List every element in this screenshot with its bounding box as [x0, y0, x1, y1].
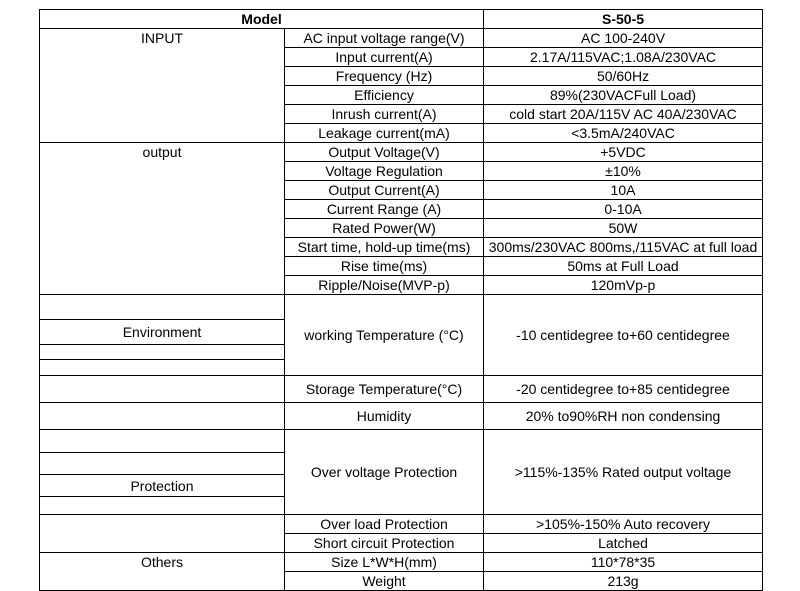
group-label-others: Others [40, 553, 285, 572]
param-cell: Short circuit Protection [285, 534, 484, 553]
group-spacer [40, 200, 285, 219]
value-cell: 10A [484, 181, 763, 200]
group-spacer [40, 105, 285, 124]
group-spacer [40, 515, 285, 534]
param-cell: Size L*W*H(mm) [285, 553, 484, 572]
table-row [40, 124, 763, 143]
value-cell: 89%(230VACFull Load) [484, 86, 763, 105]
value-cell: 50ms at Full Load [484, 257, 763, 276]
group-label-output: output [40, 143, 285, 162]
value-cell: 2.17A/115VAC;1.08A/230VAC [484, 48, 763, 67]
param-cell: Weight [285, 572, 484, 591]
param-cell: Leakage current(mA) [285, 124, 484, 143]
group-spacer [40, 376, 285, 403]
table-row [40, 572, 763, 591]
param-cell: Start time, hold-up time(ms) [285, 238, 484, 257]
group-spacer [40, 295, 285, 320]
value-cell: 120mVp-p [484, 276, 763, 295]
spec-table [39, 9, 763, 591]
group-label-input: INPUT [40, 29, 285, 48]
table-row [40, 376, 763, 403]
value-cell: >115%-135% Rated output voltage [484, 430, 763, 515]
param-cell: Humidity [285, 403, 484, 430]
value-cell: cold start 20A/115V AC 40A/230VAC [484, 105, 763, 124]
group-spacer [40, 572, 285, 591]
model-value: S-50-5 [484, 10, 763, 29]
param-cell: Input current(A) [285, 48, 484, 67]
table-row [40, 515, 763, 534]
group-spacer [40, 497, 285, 515]
value-cell: 110*78*35 [484, 553, 763, 572]
value-cell: +5VDC [484, 143, 763, 162]
table-row [40, 29, 763, 48]
group-spacer [40, 345, 285, 360]
table-row [40, 162, 763, 181]
group-label-protection: Protection [40, 475, 285, 497]
value-cell: AC 100-240V [484, 29, 763, 48]
header-row [40, 10, 763, 29]
param-cell: Inrush current(A) [285, 105, 484, 124]
group-spacer [40, 86, 285, 105]
value-cell: 50/60Hz [484, 67, 763, 86]
param-cell: AC input voltage range(V) [285, 29, 484, 48]
table-row [40, 48, 763, 67]
table-row [40, 105, 763, 124]
param-cell: Output Voltage(V) [285, 143, 484, 162]
param-cell: Efficiency [285, 86, 484, 105]
param-cell: Voltage Regulation [285, 162, 484, 181]
table-row [40, 553, 763, 572]
group-spacer [40, 430, 285, 453]
table-row [40, 238, 763, 257]
group-spacer [40, 257, 285, 276]
group-spacer [40, 67, 285, 86]
group-spacer [40, 276, 285, 295]
param-cell: Storage Temperature(°C) [285, 376, 484, 403]
value-cell: ±10% [484, 162, 763, 181]
table-row [40, 403, 763, 430]
value-cell: 50W [484, 219, 763, 238]
group-spacer [40, 360, 285, 376]
group-spacer [40, 162, 285, 181]
table-row [40, 430, 763, 453]
value-cell: <3.5mA/240VAC [484, 124, 763, 143]
param-cell: Output Current(A) [285, 181, 484, 200]
table-row [40, 143, 763, 162]
table-row [40, 257, 763, 276]
table-row [40, 276, 763, 295]
value-cell: 20% to90%RH non condensing [484, 403, 763, 430]
table-row [40, 295, 763, 320]
group-spacer [40, 238, 285, 257]
param-cell: Current Range (A) [285, 200, 484, 219]
table-row [40, 67, 763, 86]
group-spacer [40, 453, 285, 475]
value-cell: >105%-150% Auto recovery [484, 515, 763, 534]
model-label: Model [40, 10, 484, 29]
group-spacer [40, 219, 285, 238]
param-cell: Over voltage Protection [285, 430, 484, 515]
table-row [40, 219, 763, 238]
group-spacer [40, 181, 285, 200]
param-cell: Ripple/Noise(MVP-p) [285, 276, 484, 295]
table-row [40, 86, 763, 105]
param-cell: Frequency (Hz) [285, 67, 484, 86]
table-row [40, 200, 763, 219]
param-cell: Rise time(ms) [285, 257, 484, 276]
value-cell: Latched [484, 534, 763, 553]
group-spacer [40, 403, 285, 430]
value-cell: 0-10A [484, 200, 763, 219]
value-cell: -10 centidegree to+60 centidegree [484, 295, 763, 376]
table-row [40, 181, 763, 200]
value-cell: 213g [484, 572, 763, 591]
param-cell: Over load Protection [285, 515, 484, 534]
param-cell: Rated Power(W) [285, 219, 484, 238]
group-label-environment: Environment [40, 320, 285, 345]
value-cell: -20 centidegree to+85 centidegree [484, 376, 763, 403]
group-spacer [40, 48, 285, 67]
value-cell: 300ms/230VAC 800ms,/115VAC at full load [484, 238, 763, 257]
group-spacer [40, 124, 285, 143]
table-row [40, 534, 763, 553]
group-spacer [40, 534, 285, 553]
param-cell: working Temperature (°C) [285, 295, 484, 376]
